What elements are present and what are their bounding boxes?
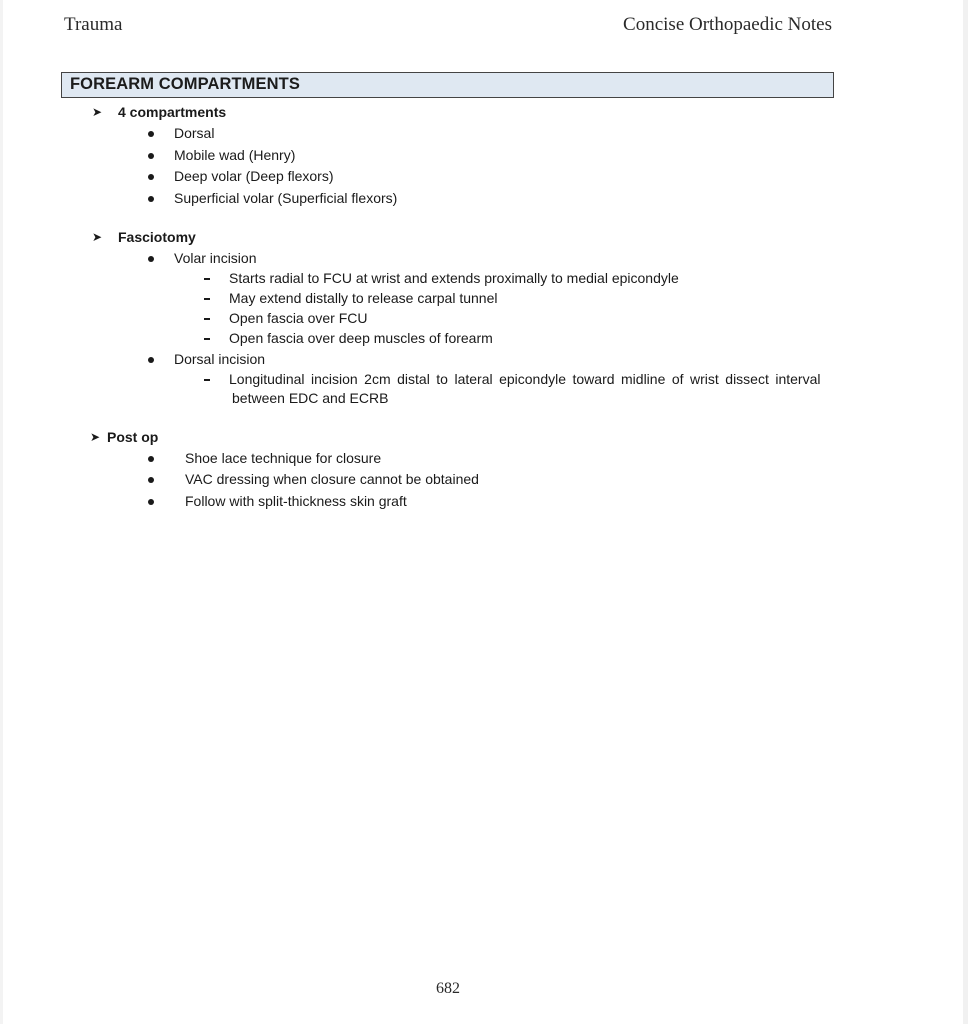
bullet-icon: [148, 357, 154, 363]
bullet-icon: [148, 196, 154, 202]
bullet-icon: [148, 477, 154, 483]
page-edge-right: [963, 0, 968, 1024]
dash-bullet-icon: [204, 318, 210, 320]
group-heading-post-op: Post op: [107, 429, 159, 445]
list-item: Dorsal incision: [174, 351, 266, 367]
arrow-bullet-icon: ➤: [92, 105, 103, 119]
list-item: VAC dressing when closure cannot be obtained: [185, 471, 479, 487]
list-item: Shoe lace technique for closure: [185, 450, 382, 466]
page-number: 682: [436, 980, 460, 997]
bullet-icon: [148, 153, 154, 159]
sub-list-item: Open fascia over deep muscles of forearm: [229, 330, 493, 346]
bullet-icon: [148, 174, 154, 180]
sub-list-item: Open fascia over FCU: [229, 310, 368, 326]
list-item: Superficial volar (Superficial flexors): [174, 190, 398, 206]
section-title: FOREARM COMPARTMENTS: [70, 75, 300, 93]
sub-list-item: Starts radial to FCU at wrist and extends proximally to medial epicondyle: [229, 270, 679, 286]
group-heading-compartments: 4 compartments: [118, 104, 227, 120]
page-edge-left: [0, 0, 3, 1024]
sub-list-item: Longitudinal incision 2cm distal to lateral epicondyle toward midline of wrist dissect interval: [229, 371, 821, 387]
list-item: Follow with split-thickness skin graft: [185, 493, 407, 509]
list-item: Deep volar (Deep flexors): [174, 168, 334, 184]
dash-bullet-icon: [204, 379, 210, 381]
running-head-book-title: Concise Orthopaedic Notes: [623, 14, 832, 35]
bullet-icon: [148, 131, 154, 137]
dash-bullet-icon: [204, 278, 210, 280]
bullet-icon: [148, 499, 154, 505]
dash-bullet-icon: [204, 338, 210, 340]
section-heading-box: [61, 72, 834, 98]
list-item: Mobile wad (Henry): [174, 147, 296, 163]
list-item: Dorsal: [174, 125, 215, 141]
running-head-chapter: Trauma: [64, 14, 123, 35]
bullet-icon: [148, 256, 154, 262]
arrow-bullet-icon: ➤: [90, 430, 101, 444]
group-heading-fasciotomy: Fasciotomy: [118, 229, 196, 245]
bullet-icon: [148, 456, 154, 462]
sub-list-item-continuation: between EDC and ECRB: [232, 390, 389, 406]
arrow-bullet-icon: ➤: [92, 230, 103, 244]
dash-bullet-icon: [204, 298, 210, 300]
list-item: Volar incision: [174, 250, 257, 266]
sub-list-item: May extend distally to release carpal tunnel: [229, 290, 498, 306]
